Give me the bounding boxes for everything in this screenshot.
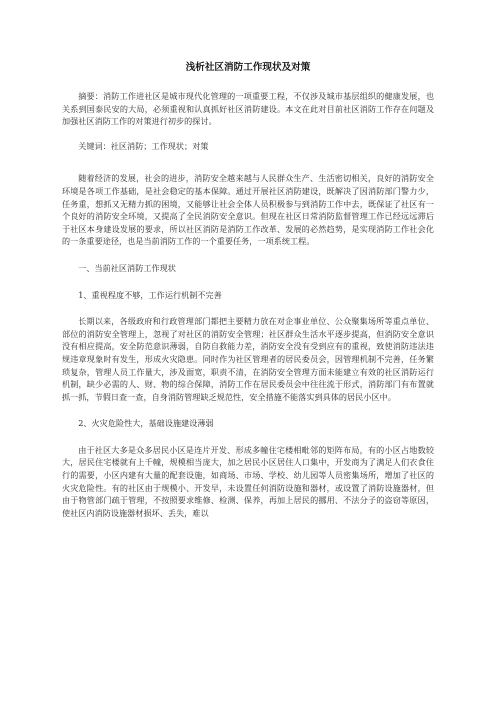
subsection-heading: 2、火灾危险性大，基础设施建设薄弱	[78, 418, 214, 429]
intro-paragraph: 随着经济的发展，社会的进步，消防安全越来越与人民群众生产、生活密切相关，良好的消防安全环境是各项工作基础，是社会稳定的基本保障。通过开展社区消防建设，既解决了因消防部门警力少，任务重，想抓又无精力抓的困境，又能够让社会全体人员积极参与到消防工作中去，既保证了社区有一个良好的消防安全环境，又提高了全民消防安全意识。但现在社区日常消防监督管理工作已经远远滞后于社区本身建设发展的要求，所以社区消防是消防工作改革、发展的必然趋势，是实现消防工作社会化的一条重要途径，也是当前消防工作的一个重要任务，一项系统工程。	[62, 173, 434, 247]
section-heading: 一、当前社区消防工作现状	[78, 262, 176, 273]
document-body	[62, 62, 434, 533]
abstract-paragraph: 摘要：消防工作进社区是城市现代化管理的一项重要工程，不仅涉及城市基层组织的健康发展，也关系到国泰民安的大局，必须重视和认真抓好社区消防建设。本文在此对目前社区消防工作存在问题及加强社区消防工作的对策进行初步的探讨。	[62, 91, 434, 127]
body-paragraph: 由于社区大多是众多居民小区是连片开发、形成多幢住宅楼相毗邻的矩阵布局，有的小区占地数较大，居民住宅楼就有上千幢，规模相当庞大，加之居民小区居住人口集中，开发商为了满足人们衣食住行的需要，小区内建有大量的配套设施，如商场、市场、学校、幼儿园等人员密集场所，增加了社区的火灾危险性。有的社区由于规模小、开发早，未设置任何消防设施和器材，或设置了消防设施器材，但由于物管部门疏于管理，不按照要求维修、检测、保养，再加上居民的挪用、不法分子的盗窃等原因，使社区内消防设施器材损坏、丢失，难以	[62, 444, 434, 518]
keywords-line: 关键词：社区消防；工作现状；对策	[78, 140, 209, 151]
subsection-heading: 1、重视程度不够，工作运行机制不完善	[78, 289, 222, 300]
document-title: 浅析社区消防工作现状及对策	[185, 62, 311, 73]
body-paragraph: 长期以来，各级政府和行政管理部门都把主要精力放在对企事业单位、公众聚集场所等重点单位、部位的消防安全管理上，忽视了对社区的消防安全管理；社区群众生活水平逐步提高，但消防安全意识没有相应提高，安全防范意识薄弱，自防自救能力差，消防安全没有受到应有的重视，致使消防违法违规违章现象时有发生，形成火灾隐患。同时作为社区管理者的居民委员会，因管理机制不完善，任务繁琐复杂，管理人员工作量大，涉及面宽，职责不清，在消防安全管理方面未能建立有效的社区消防运行机制，缺少必需的人、财、物的综合保障，消防工作在居民委员会中往往流于形式，消防部门有布置就抓一抓，节假日查一查，自身消防管理缺乏规范性，安全措施不能落实到具体的居民小区中。	[62, 316, 434, 402]
